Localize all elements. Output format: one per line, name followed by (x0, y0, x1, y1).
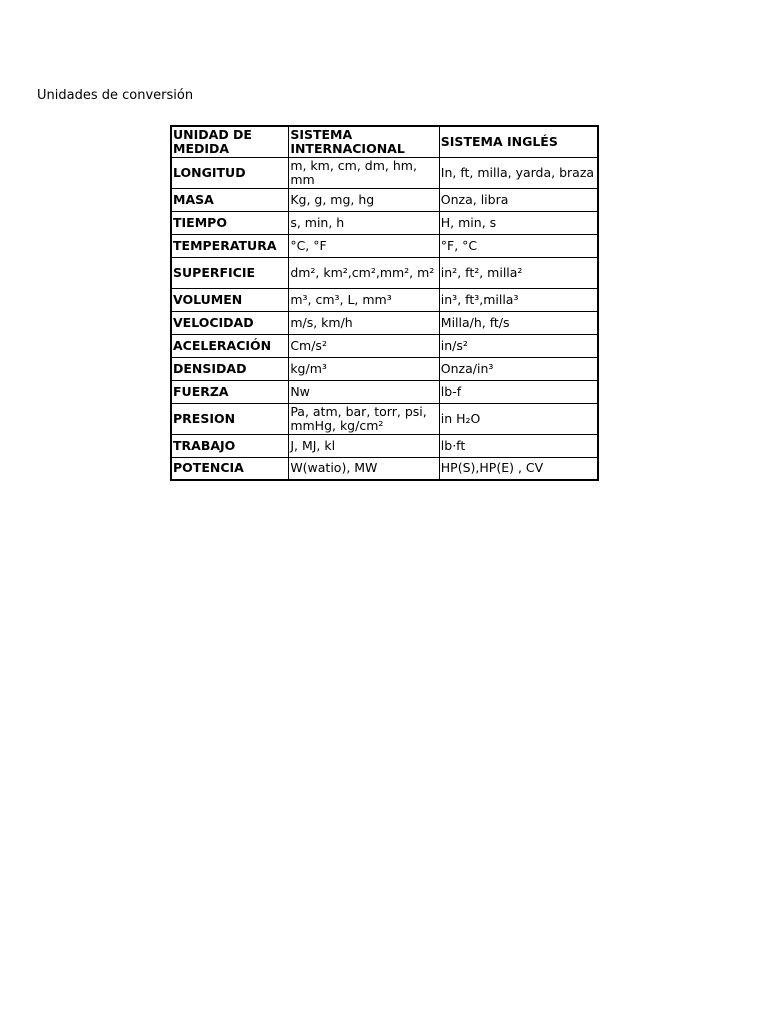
cell-unidad: LONGITUD (171, 157, 289, 188)
cell-si: dm², km²,cm²,mm², m² (289, 257, 439, 288)
header-sistema-ingles: SISTEMA INGLÉS (439, 126, 598, 157)
header-unidad: UNIDAD DE MEDIDA (171, 126, 289, 157)
cell-ingles: in/s² (439, 334, 598, 357)
cell-ingles: HP(S),HP(E) , CV (439, 457, 598, 480)
table-row (171, 234, 598, 257)
cell-ingles: H, min, s (439, 211, 598, 234)
header-sistema-internacional: SISTEMA INTERNACIONAL (289, 126, 439, 157)
table-row (171, 457, 598, 480)
document-title: Unidades de conversión (37, 88, 194, 103)
cell-si: W(watio), MW (289, 457, 439, 480)
table-row (171, 357, 598, 380)
cell-si: Cm/s² (289, 334, 439, 357)
cell-si: kg/m³ (289, 357, 439, 380)
table-row (171, 211, 598, 234)
cell-ingles: Onza/in³ (439, 357, 598, 380)
cell-ingles: Milla/h, ft/s (439, 311, 598, 334)
cell-unidad: DENSIDAD (171, 357, 289, 380)
cell-unidad: ACELERACIÓN (171, 334, 289, 357)
cell-unidad: SUPERFICIE (171, 257, 289, 288)
cell-ingles: In, ft, milla, yarda, braza (439, 157, 598, 188)
cell-si: Kg, g, mg, hg (289, 188, 439, 211)
cell-ingles: in², ft², milla² (439, 257, 598, 288)
cell-unidad: TIEMPO (171, 211, 289, 234)
table-row (171, 380, 598, 403)
cell-ingles: in H₂O (439, 403, 598, 434)
cell-ingles: lb-f (439, 380, 598, 403)
table-header-row (171, 126, 598, 157)
table-row (171, 334, 598, 357)
cell-si: J, MJ, kl (289, 434, 439, 457)
conversion-table (170, 125, 599, 481)
cell-si: Nw (289, 380, 439, 403)
cell-ingles: Onza, libra (439, 188, 598, 211)
cell-ingles: °F, °C (439, 234, 598, 257)
cell-ingles: in³, ft³,milla³ (439, 288, 598, 311)
cell-si: s, min, h (289, 211, 439, 234)
table-row (171, 434, 598, 457)
table-row (171, 188, 598, 211)
cell-si: m/s, km/h (289, 311, 439, 334)
table-row (171, 403, 598, 434)
cell-unidad: PRESION (171, 403, 289, 434)
cell-unidad: VELOCIDAD (171, 311, 289, 334)
cell-unidad: TEMPERATURA (171, 234, 289, 257)
cell-unidad: MASA (171, 188, 289, 211)
cell-unidad: FUERZA (171, 380, 289, 403)
cell-unidad: POTENCIA (171, 457, 289, 480)
cell-si: Pa, atm, bar, torr, psi, mmHg, kg/cm² (289, 403, 439, 434)
cell-si: m, km, cm, dm, hm, mm (289, 157, 439, 188)
cell-unidad: VOLUMEN (171, 288, 289, 311)
table-row (171, 257, 598, 288)
table-row (171, 288, 598, 311)
cell-unidad: TRABAJO (171, 434, 289, 457)
cell-si: m³, cm³, L, mm³ (289, 288, 439, 311)
cell-si: °C, °F (289, 234, 439, 257)
table-row (171, 157, 598, 188)
cell-ingles: lb·ft (439, 434, 598, 457)
table-row (171, 311, 598, 334)
